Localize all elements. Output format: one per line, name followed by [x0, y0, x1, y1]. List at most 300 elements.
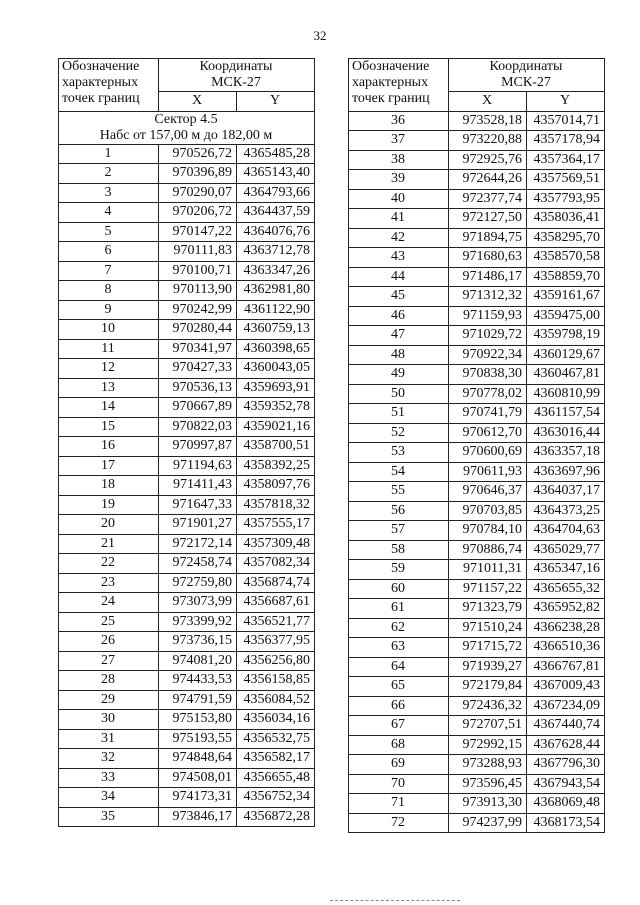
point-number-cell: 24 [59, 593, 159, 613]
table-row [349, 638, 605, 658]
x-coordinate-cell: 974433,53 [159, 671, 237, 691]
table-row [349, 365, 605, 385]
x-coordinate-cell: 972172,14 [159, 534, 237, 554]
x-coordinate-cell: 971157,22 [449, 579, 527, 599]
y-coordinate-cell: 4357818,32 [237, 495, 315, 515]
x-coordinate-cell: 973846,17 [159, 807, 237, 827]
table-row [59, 612, 315, 632]
y-coordinate-cell: 4356158,85 [237, 671, 315, 691]
point-number-cell: 12 [59, 359, 159, 379]
table-row [59, 144, 315, 164]
x-coordinate-cell: 970600,69 [449, 443, 527, 463]
y-coordinate-cell: 4360810,99 [527, 384, 605, 404]
point-number-cell: 36 [349, 111, 449, 131]
table-row [349, 345, 605, 365]
point-number-cell: 8 [59, 281, 159, 301]
y-coordinate-cell: 4360129,67 [527, 345, 605, 365]
point-number-cell: 30 [59, 710, 159, 730]
point-designation-header [59, 59, 159, 112]
y-coordinate-cell: 4356521,77 [237, 612, 315, 632]
y-coordinate-cell: 4368173,54 [527, 813, 605, 833]
point-number-cell: 41 [349, 209, 449, 229]
x-coordinate-cell: 970427,33 [159, 359, 237, 379]
x-coordinate-cell: 974508,01 [159, 768, 237, 788]
table-row [349, 423, 605, 443]
sector-height-range: Набс от 157,00 м до 182,00 м [99, 127, 273, 143]
y-coordinate-cell: 4358392,25 [237, 456, 315, 476]
sector-cell [59, 111, 315, 144]
point-number-cell: 48 [349, 345, 449, 365]
y-coordinate-cell: 4365347,16 [527, 560, 605, 580]
x-coordinate-cell: 970290,07 [159, 183, 237, 203]
point-number-cell: 34 [59, 788, 159, 808]
y-coordinate-cell: 4363016,44 [527, 423, 605, 443]
y-coordinate-cell: 4356872,28 [237, 807, 315, 827]
table-row [59, 476, 315, 496]
point-number-cell: 53 [349, 443, 449, 463]
point-number-cell: 2 [59, 164, 159, 184]
coord-header-line: МСК-27 [501, 75, 551, 90]
x-coordinate-cell: 974081,20 [159, 651, 237, 671]
point-number-cell: 67 [349, 716, 449, 736]
table-row [349, 111, 605, 131]
y-coordinate-cell: 4356687,61 [237, 593, 315, 613]
y-coordinate-cell: 4367234,09 [527, 696, 605, 716]
point-number-cell: 60 [349, 579, 449, 599]
point-number-cell: 71 [349, 794, 449, 814]
table-row [59, 339, 315, 359]
table-row [349, 482, 605, 502]
point-number-cell: 61 [349, 599, 449, 619]
x-coordinate-cell: 971029,72 [449, 326, 527, 346]
y-coordinate-cell: 4365485,28 [237, 144, 315, 164]
table-row [349, 579, 605, 599]
table-row [349, 794, 605, 814]
y-coordinate-cell: 4357793,95 [527, 189, 605, 209]
x-coordinate-cell: 970822,03 [159, 417, 237, 437]
x-coordinate-cell: 974173,31 [159, 788, 237, 808]
y-coordinate-cell: 4363712,78 [237, 242, 315, 262]
y-coordinate-cell: 4367943,54 [527, 774, 605, 794]
point-number-cell: 40 [349, 189, 449, 209]
x-coordinate-cell: 972458,74 [159, 554, 237, 574]
y-coordinate-cell: 4358097,76 [237, 476, 315, 496]
point-number-cell: 54 [349, 462, 449, 482]
x-header: X [159, 92, 237, 112]
point-number-cell: 72 [349, 813, 449, 833]
table-row [59, 417, 315, 437]
x-coordinate-cell: 972436,32 [449, 696, 527, 716]
y-coordinate-cell: 4361122,90 [237, 300, 315, 320]
point-number-cell: 15 [59, 417, 159, 437]
y-coordinate-cell: 4356034,16 [237, 710, 315, 730]
table-header-row [349, 59, 605, 92]
table-row [349, 735, 605, 755]
table-row [59, 183, 315, 203]
table-row [349, 521, 605, 541]
coord-header-line: МСК-27 [211, 75, 261, 90]
point-number-cell: 9 [59, 300, 159, 320]
point-number-cell: 3 [59, 183, 159, 203]
table-row [59, 690, 315, 710]
sector-title: Сектор 4.5 [154, 111, 218, 127]
x-coordinate-cell: 972925,76 [449, 150, 527, 170]
point-number-cell: 4 [59, 203, 159, 223]
x-coordinate-cell: 970280,44 [159, 320, 237, 340]
point-number-cell: 43 [349, 248, 449, 268]
y-coordinate-cell: 4364704,63 [527, 521, 605, 541]
y-coordinate-cell: 4362981,80 [237, 281, 315, 301]
table-row [349, 657, 605, 677]
table-row [59, 320, 315, 340]
y-coordinate-cell: 4357569,51 [527, 170, 605, 190]
point-header-line: Обозначение [62, 59, 140, 74]
table-row [59, 515, 315, 535]
table-row [349, 560, 605, 580]
y-coordinate-cell: 4367796,30 [527, 755, 605, 775]
point-header-line: точек границ [62, 91, 140, 106]
table-row [349, 248, 605, 268]
y-coordinate-cell: 4358295,70 [527, 228, 605, 248]
y-coordinate-cell: 4363697,96 [527, 462, 605, 482]
y-coordinate-cell: 4357178,94 [527, 131, 605, 151]
table-row [59, 300, 315, 320]
x-coordinate-cell: 975153,80 [159, 710, 237, 730]
y-coordinate-cell: 4359352,78 [237, 398, 315, 418]
point-number-cell: 5 [59, 222, 159, 242]
y-coordinate-cell: 4360398,65 [237, 339, 315, 359]
y-coordinate-cell: 4365655,32 [527, 579, 605, 599]
coordinates-table-right [348, 58, 605, 833]
table-row [349, 501, 605, 521]
table-row [59, 710, 315, 730]
point-number-cell: 38 [349, 150, 449, 170]
point-number-cell: 55 [349, 482, 449, 502]
y-coordinate-cell: 4360759,13 [237, 320, 315, 340]
point-number-cell: 32 [59, 749, 159, 769]
x-coordinate-cell: 973596,45 [449, 774, 527, 794]
x-coordinate-cell: 970111,83 [159, 242, 237, 262]
left-table-body [59, 111, 315, 827]
x-coordinate-cell: 971510,24 [449, 618, 527, 638]
x-coordinate-cell: 970646,37 [449, 482, 527, 502]
table-row [59, 378, 315, 398]
table-row [349, 716, 605, 736]
table-row [59, 359, 315, 379]
x-coordinate-cell: 972644,26 [449, 170, 527, 190]
point-number-cell: 25 [59, 612, 159, 632]
y-coordinate-cell: 4356655,48 [237, 768, 315, 788]
point-number-cell: 44 [349, 267, 449, 287]
y-coordinate-cell: 4356084,52 [237, 690, 315, 710]
table-row [349, 189, 605, 209]
y-coordinate-cell: 4356582,17 [237, 749, 315, 769]
point-number-cell: 28 [59, 671, 159, 691]
y-coordinate-cell: 4356874,74 [237, 573, 315, 593]
table-row [59, 554, 315, 574]
x-coordinate-cell: 971159,93 [449, 306, 527, 326]
x-coordinate-cell: 971647,33 [159, 495, 237, 515]
table-row [349, 599, 605, 619]
y-coordinate-cell: 4365143,40 [237, 164, 315, 184]
point-number-cell: 59 [349, 560, 449, 580]
x-coordinate-cell: 971715,72 [449, 638, 527, 658]
y-coordinate-cell: 4364437,59 [237, 203, 315, 223]
point-number-cell: 47 [349, 326, 449, 346]
x-coordinate-cell: 970667,89 [159, 398, 237, 418]
point-number-cell: 17 [59, 456, 159, 476]
point-number-cell: 57 [349, 521, 449, 541]
x-coordinate-cell: 970997,87 [159, 437, 237, 457]
table-row [59, 729, 315, 749]
x-coordinate-cell: 970206,72 [159, 203, 237, 223]
x-coordinate-cell: 974237,99 [449, 813, 527, 833]
table-row [349, 326, 605, 346]
y-coordinate-cell: 4364793,66 [237, 183, 315, 203]
y-coordinate-cell: 4357309,48 [237, 534, 315, 554]
y-header: Y [527, 92, 605, 112]
y-coordinate-cell: 4359798,19 [527, 326, 605, 346]
y-coordinate-cell: 4364076,76 [237, 222, 315, 242]
point-number-cell: 62 [349, 618, 449, 638]
x-coordinate-cell: 970612,70 [449, 423, 527, 443]
y-coordinate-cell: 4356377,95 [237, 632, 315, 652]
point-designation-header [349, 59, 449, 112]
point-number-cell: 69 [349, 755, 449, 775]
x-coordinate-cell: 973399,92 [159, 612, 237, 632]
y-coordinate-cell: 4357364,17 [527, 150, 605, 170]
point-number-cell: 10 [59, 320, 159, 340]
x-coordinate-cell: 971411,43 [159, 476, 237, 496]
scan-artifact-line [330, 900, 460, 904]
coordinates-header [449, 59, 605, 92]
table-row [349, 131, 605, 151]
x-coordinate-cell: 970611,93 [449, 462, 527, 482]
point-number-cell: 70 [349, 774, 449, 794]
y-coordinate-cell: 4358570,58 [527, 248, 605, 268]
y-coordinate-cell: 4356752,34 [237, 788, 315, 808]
point-number-cell: 11 [59, 339, 159, 359]
point-number-cell: 39 [349, 170, 449, 190]
x-coordinate-cell: 973073,99 [159, 593, 237, 613]
y-coordinate-cell: 4359021,16 [237, 417, 315, 437]
y-coordinate-cell: 4366767,81 [527, 657, 605, 677]
table-row [349, 618, 605, 638]
x-coordinate-cell: 970778,02 [449, 384, 527, 404]
point-header-line: точек границ [352, 91, 430, 106]
point-number-cell: 23 [59, 573, 159, 593]
table-row [349, 462, 605, 482]
y-coordinate-cell: 4367440,74 [527, 716, 605, 736]
table-row [59, 242, 315, 262]
point-header-line: Обозначение [352, 59, 430, 74]
table-row [349, 813, 605, 833]
x-coordinate-cell: 973736,15 [159, 632, 237, 652]
y-coordinate-cell: 4357014,71 [527, 111, 605, 131]
point-number-cell: 31 [59, 729, 159, 749]
x-coordinate-cell: 972707,51 [449, 716, 527, 736]
page-number: 32 [313, 28, 327, 43]
table-row [349, 774, 605, 794]
y-coordinate-cell: 4359475,00 [527, 306, 605, 326]
table-row [59, 788, 315, 808]
coordinates-header [159, 59, 315, 92]
point-number-cell: 63 [349, 638, 449, 658]
table-row [349, 677, 605, 697]
table-row [59, 281, 315, 301]
coord-header-line: Координаты [199, 59, 273, 74]
table-row [59, 456, 315, 476]
x-coordinate-cell: 970741,79 [449, 404, 527, 424]
x-coordinate-cell: 972759,80 [159, 573, 237, 593]
point-number-cell: 33 [59, 768, 159, 788]
coord-header-line: Координаты [489, 59, 563, 74]
y-coordinate-cell: 4357082,34 [237, 554, 315, 574]
x-coordinate-cell: 974848,64 [159, 749, 237, 769]
point-number-cell: 27 [59, 651, 159, 671]
point-number-cell: 64 [349, 657, 449, 677]
point-number-cell: 13 [59, 378, 159, 398]
y-coordinate-cell: 4361157,54 [527, 404, 605, 424]
y-coordinate-cell: 4368069,48 [527, 794, 605, 814]
x-coordinate-cell: 972179,84 [449, 677, 527, 697]
y-header: Y [237, 92, 315, 112]
x-coordinate-cell: 972127,50 [449, 209, 527, 229]
coordinates-table-left [58, 58, 315, 827]
point-number-cell: 52 [349, 423, 449, 443]
y-coordinate-cell: 4367628,44 [527, 735, 605, 755]
x-coordinate-cell: 973288,93 [449, 755, 527, 775]
table-row [349, 696, 605, 716]
point-number-cell: 35 [59, 807, 159, 827]
point-number-cell: 7 [59, 261, 159, 281]
x-coordinate-cell: 970838,30 [449, 365, 527, 385]
point-number-cell: 56 [349, 501, 449, 521]
table-row [349, 443, 605, 463]
table-header-row [59, 59, 315, 92]
table-row [349, 150, 605, 170]
table-row [349, 306, 605, 326]
y-coordinate-cell: 4357555,17 [237, 515, 315, 535]
table-row [59, 807, 315, 827]
table-row [349, 228, 605, 248]
x-coordinate-cell: 974791,59 [159, 690, 237, 710]
sector-row [59, 111, 315, 144]
x-coordinate-cell: 971194,63 [159, 456, 237, 476]
x-coordinate-cell: 970922,34 [449, 345, 527, 365]
point-number-cell: 29 [59, 690, 159, 710]
x-coordinate-cell: 970526,72 [159, 144, 237, 164]
table-row [59, 573, 315, 593]
x-coordinate-cell: 971011,31 [449, 560, 527, 580]
y-coordinate-cell: 4365952,82 [527, 599, 605, 619]
y-coordinate-cell: 4364037,17 [527, 482, 605, 502]
point-number-cell: 21 [59, 534, 159, 554]
table-row [59, 534, 315, 554]
point-number-cell: 22 [59, 554, 159, 574]
x-coordinate-cell: 971901,27 [159, 515, 237, 535]
y-coordinate-cell: 4364373,25 [527, 501, 605, 521]
y-coordinate-cell: 4356532,75 [237, 729, 315, 749]
y-coordinate-cell: 4363347,26 [237, 261, 315, 281]
point-number-cell: 26 [59, 632, 159, 652]
y-coordinate-cell: 4358700,51 [237, 437, 315, 457]
table-row [59, 593, 315, 613]
table-row [59, 222, 315, 242]
table-row [59, 651, 315, 671]
x-coordinate-cell: 970242,99 [159, 300, 237, 320]
x-coordinate-cell: 970536,13 [159, 378, 237, 398]
point-number-cell: 6 [59, 242, 159, 262]
y-coordinate-cell: 4366510,36 [527, 638, 605, 658]
point-number-cell: 20 [59, 515, 159, 535]
y-coordinate-cell: 4363357,18 [527, 443, 605, 463]
x-coordinate-cell: 972377,74 [449, 189, 527, 209]
point-number-cell: 68 [349, 735, 449, 755]
x-coordinate-cell: 975193,55 [159, 729, 237, 749]
point-number-cell: 66 [349, 696, 449, 716]
x-coordinate-cell: 970100,71 [159, 261, 237, 281]
table-row [59, 398, 315, 418]
y-coordinate-cell: 4365029,77 [527, 540, 605, 560]
table-row [59, 261, 315, 281]
table-row [59, 632, 315, 652]
y-coordinate-cell: 4367009,43 [527, 677, 605, 697]
point-number-cell: 18 [59, 476, 159, 496]
table-row [349, 170, 605, 190]
y-coordinate-cell: 4360467,81 [527, 365, 605, 385]
table-row [349, 287, 605, 307]
x-coordinate-cell: 971894,75 [449, 228, 527, 248]
table-row [349, 540, 605, 560]
point-header-line: характерных [62, 75, 139, 90]
point-number-cell: 50 [349, 384, 449, 404]
x-coordinate-cell: 973913,30 [449, 794, 527, 814]
x-header: X [449, 92, 527, 112]
table-row [349, 384, 605, 404]
x-coordinate-cell: 970341,97 [159, 339, 237, 359]
x-coordinate-cell: 971312,32 [449, 287, 527, 307]
point-number-cell: 45 [349, 287, 449, 307]
x-coordinate-cell: 970147,22 [159, 222, 237, 242]
x-coordinate-cell: 970113,90 [159, 281, 237, 301]
x-coordinate-cell: 971486,17 [449, 267, 527, 287]
point-number-cell: 58 [349, 540, 449, 560]
point-number-cell: 1 [59, 144, 159, 164]
table-row [349, 209, 605, 229]
y-coordinate-cell: 4359693,91 [237, 378, 315, 398]
x-coordinate-cell: 973528,18 [449, 111, 527, 131]
point-number-cell: 49 [349, 365, 449, 385]
y-coordinate-cell: 4358859,70 [527, 267, 605, 287]
x-coordinate-cell: 970396,89 [159, 164, 237, 184]
table-row [59, 203, 315, 223]
point-number-cell: 46 [349, 306, 449, 326]
x-coordinate-cell: 973220,88 [449, 131, 527, 151]
x-coordinate-cell: 970784,10 [449, 521, 527, 541]
point-number-cell: 16 [59, 437, 159, 457]
table-row [59, 749, 315, 769]
table-row [59, 671, 315, 691]
table-row [349, 267, 605, 287]
table-row [59, 495, 315, 515]
table-row [59, 164, 315, 184]
point-number-cell: 37 [349, 131, 449, 151]
y-coordinate-cell: 4356256,80 [237, 651, 315, 671]
point-header-line: характерных [352, 75, 429, 90]
x-coordinate-cell: 971939,27 [449, 657, 527, 677]
y-coordinate-cell: 4359161,67 [527, 287, 605, 307]
